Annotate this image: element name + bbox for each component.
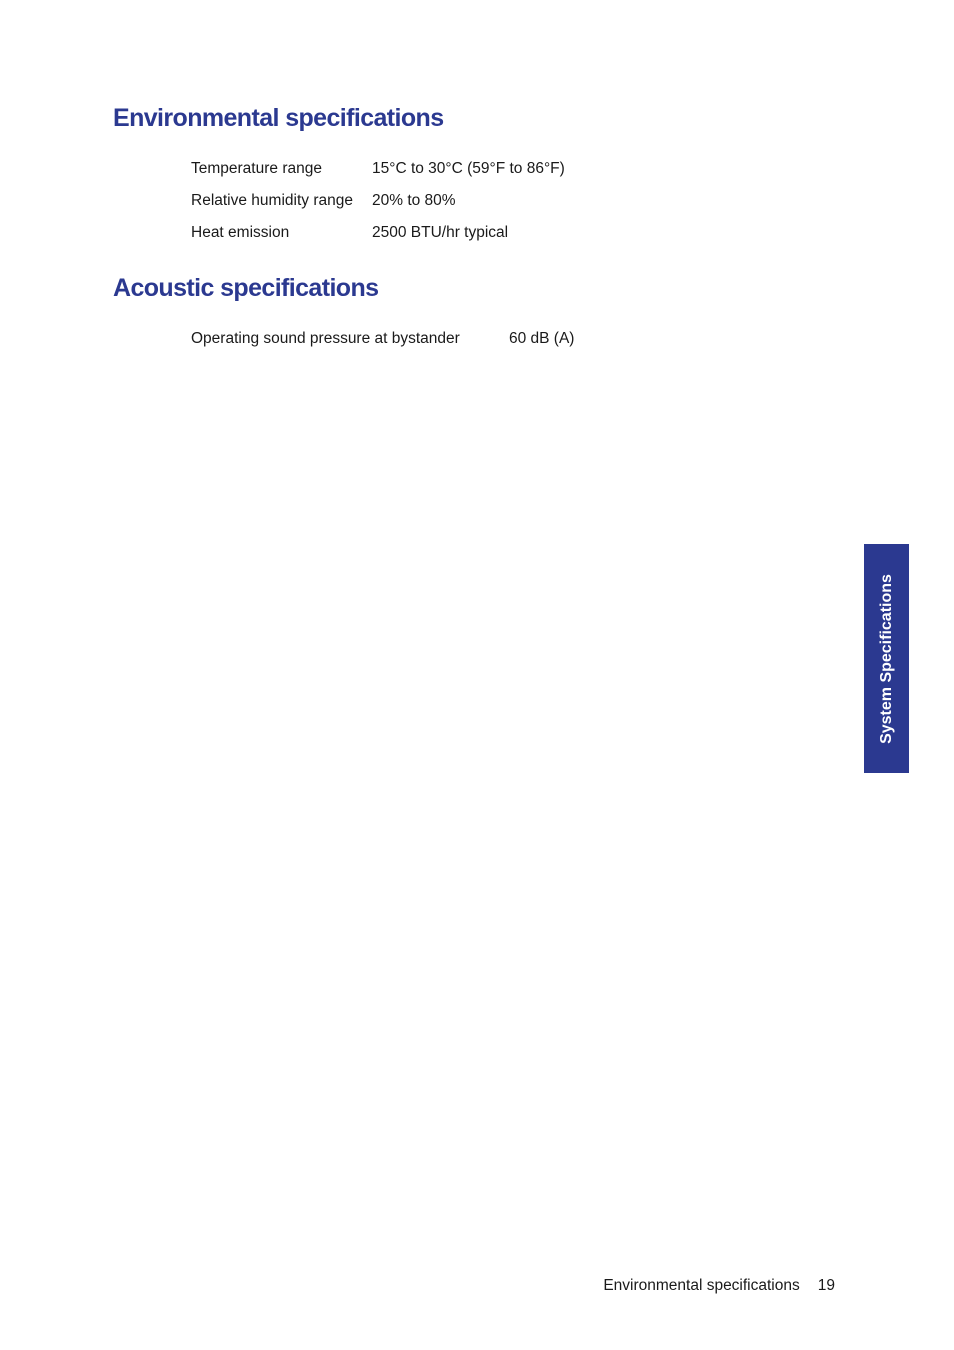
page-footer <box>603 1275 835 1297</box>
spec-value: 20% to 80% <box>372 192 456 209</box>
footer-section-title: Environmental specifications <box>603 1277 800 1294</box>
acoustic-specifications-heading: Acoustic specifications <box>113 274 379 302</box>
chapter-tab-label: System Specifications <box>877 573 895 744</box>
chapter-tab <box>864 544 909 773</box>
spec-label: Relative humidity range <box>191 192 353 209</box>
spec-label: Heat emission <box>191 224 290 241</box>
spec-label: Temperature range <box>191 160 322 177</box>
spec-label: Operating sound pressure at bystander <box>191 330 460 347</box>
spec-value: 15°C to 30°C (59°F to 86°F) <box>372 160 565 177</box>
environmental-specifications-heading: Environmental specifications <box>113 104 444 132</box>
page-number: 19 <box>817 1277 835 1294</box>
spec-value: 2500 BTU/hr typical <box>372 224 509 241</box>
spec-value: 60 dB (A) <box>509 330 575 347</box>
